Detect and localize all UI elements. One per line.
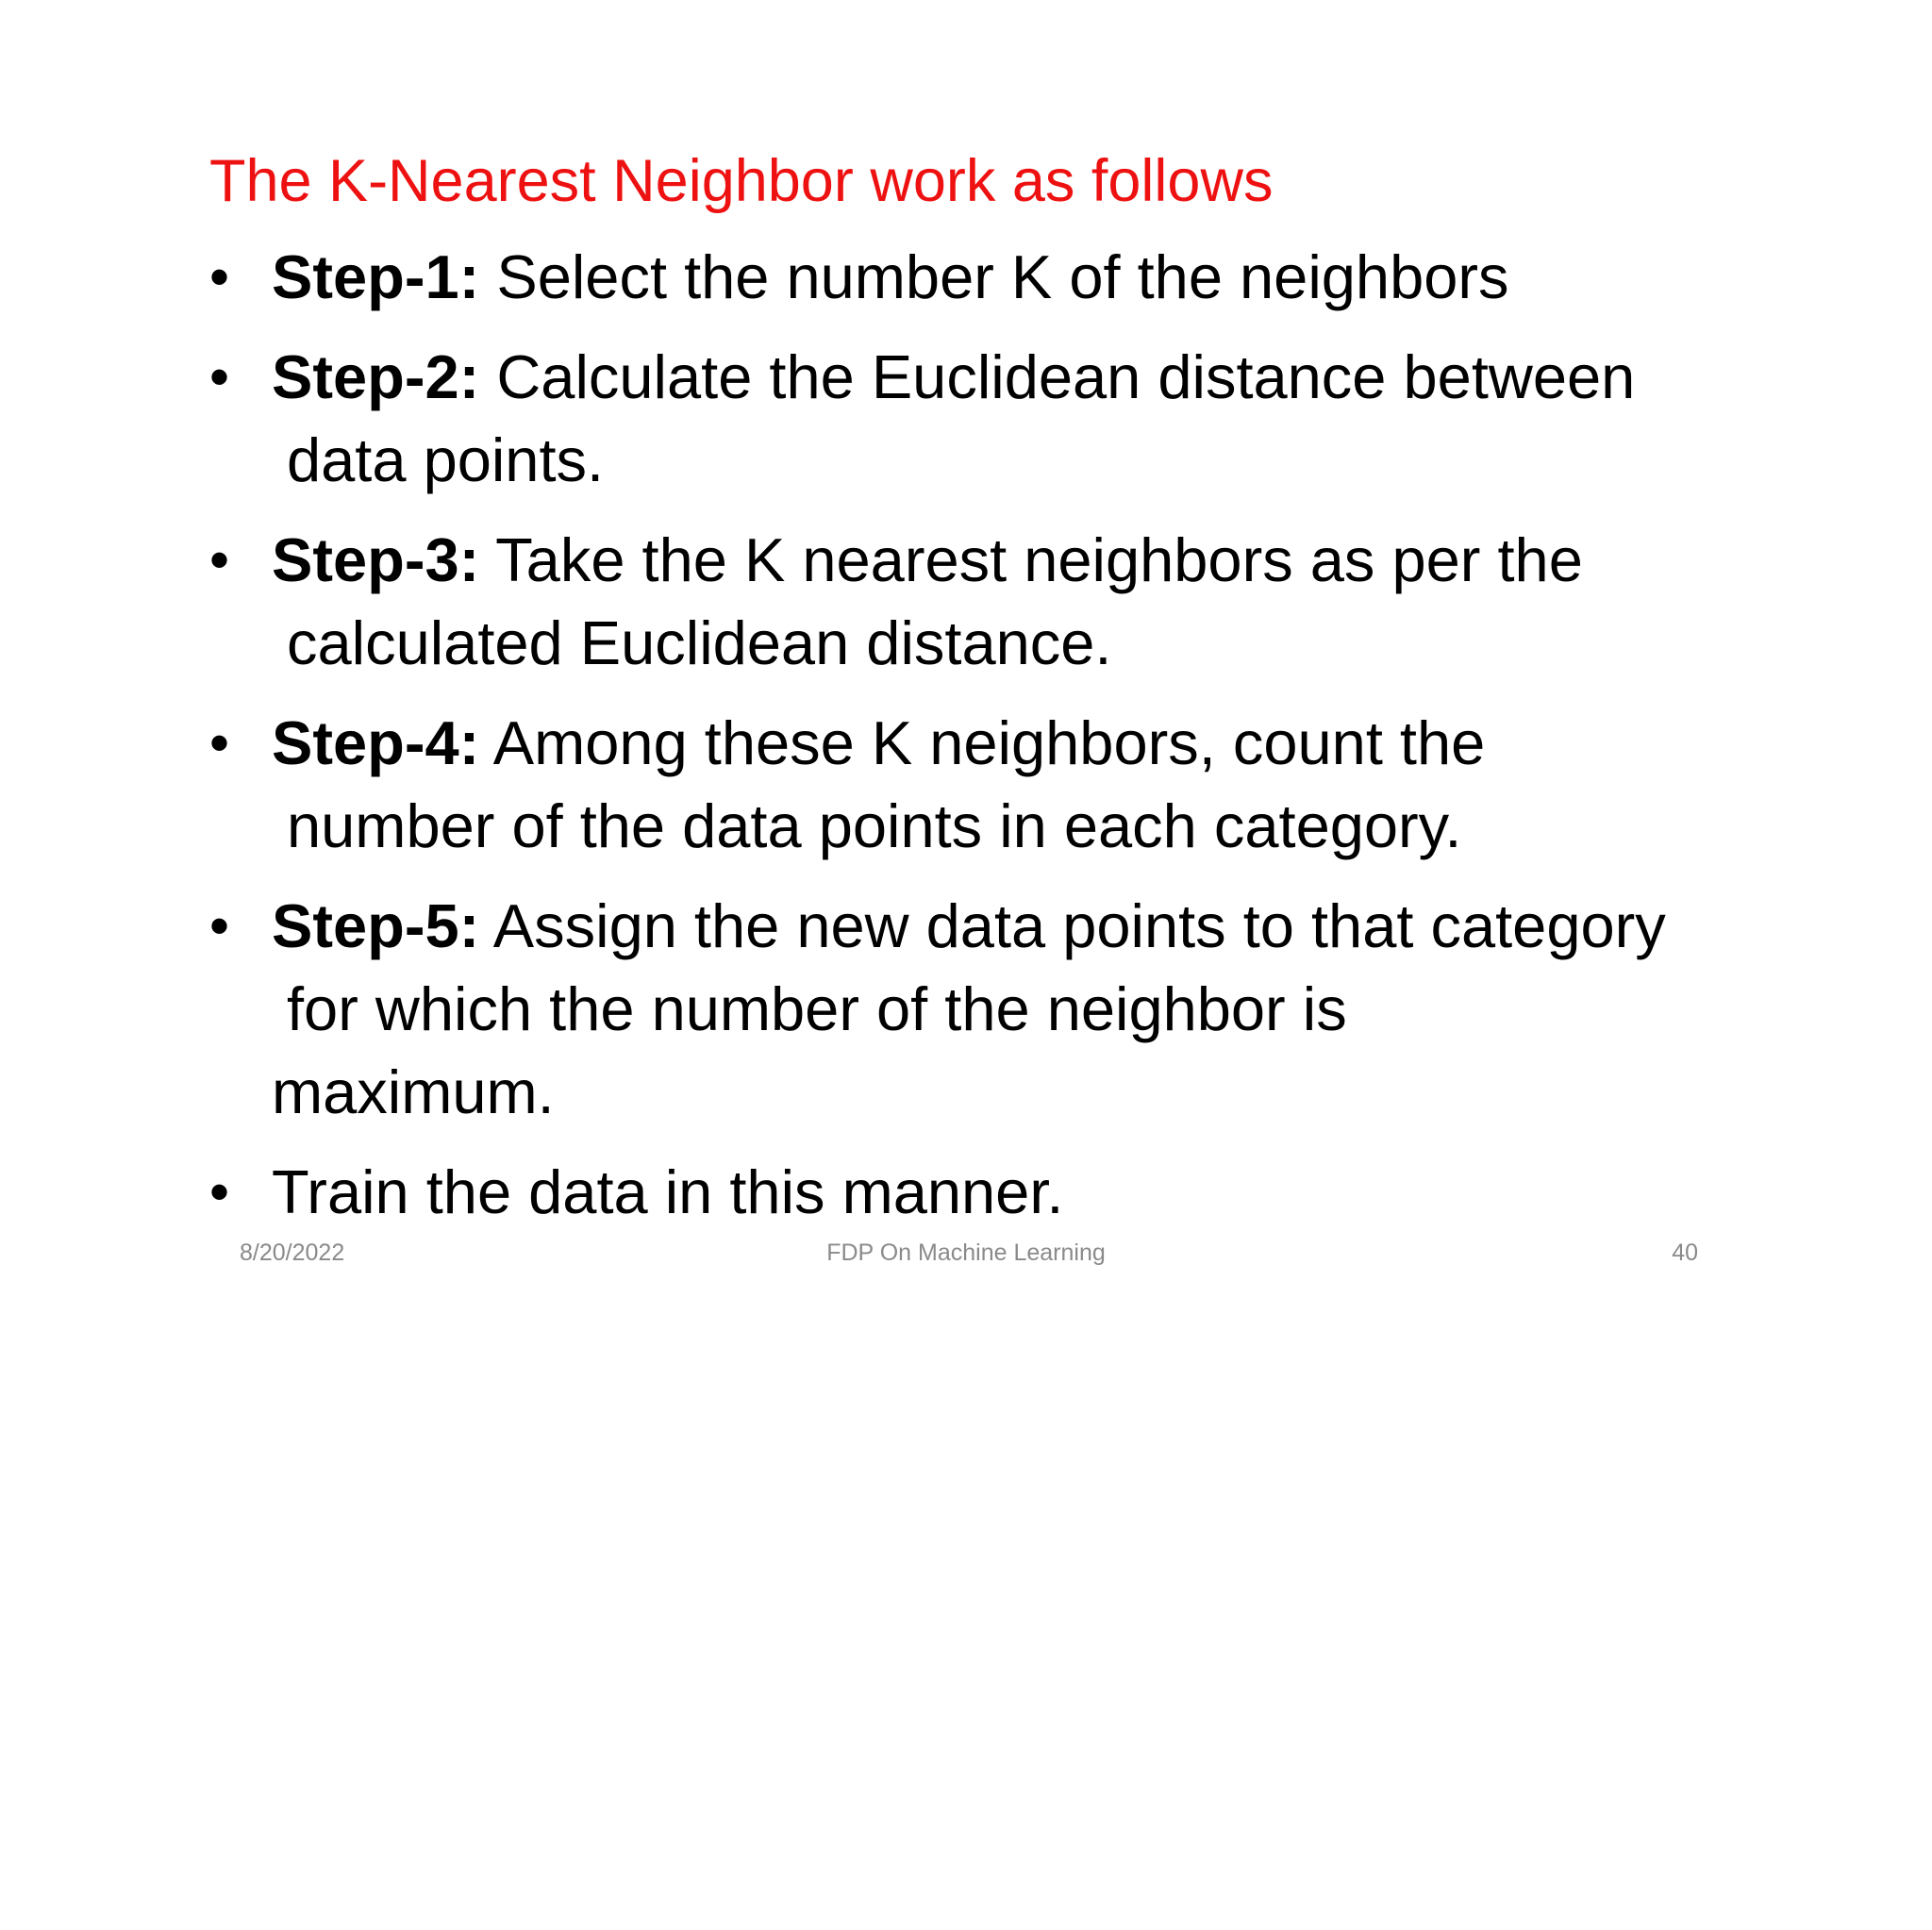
step-text-continuation: data points. bbox=[287, 425, 605, 494]
step-text-continuation-2: maximum. bbox=[272, 1057, 555, 1126]
bullet-step-2 bbox=[209, 336, 1757, 502]
bullet-icon: • bbox=[209, 245, 230, 308]
bullet-step-1 bbox=[209, 236, 1757, 319]
bullet-icon: • bbox=[209, 345, 230, 408]
step-label: Step-1: bbox=[272, 242, 480, 311]
step-text: Select the number K of the neighbors bbox=[479, 242, 1509, 311]
step-label: Step-2: bbox=[272, 342, 480, 411]
bullet-step-5 bbox=[209, 885, 1757, 1134]
step-text: Train the data in this manner. bbox=[272, 1157, 1064, 1226]
step-text: Calculate the Euclidean distance between bbox=[479, 342, 1636, 411]
footer-page-number: 40 bbox=[1672, 1240, 1698, 1266]
step-text: Take the K nearest neighbors as per the bbox=[479, 525, 1583, 594]
step-text: Assign the new data points to that category bbox=[479, 891, 1666, 960]
bullet-list bbox=[209, 236, 1757, 1251]
step-label: Step-3: bbox=[272, 525, 480, 594]
step-text-continuation: calculated Euclidean distance. bbox=[287, 608, 1112, 677]
step-text: Among these K neighbors, count the bbox=[479, 708, 1486, 777]
bullet-icon: • bbox=[209, 528, 230, 591]
slide-title: The K-Nearest Neighbor work as follows bbox=[209, 148, 1274, 214]
footer-date: 8/20/2022 bbox=[240, 1240, 345, 1266]
bullet-icon: • bbox=[209, 711, 230, 774]
bullet-step-3 bbox=[209, 519, 1757, 685]
step-label: Step-5: bbox=[272, 891, 480, 960]
step-label: Step-4: bbox=[272, 708, 480, 777]
bullet-icon: • bbox=[209, 894, 230, 957]
step-text-continuation: for which the number of the neighbor is bbox=[287, 974, 1347, 1043]
bullet-icon: • bbox=[209, 1160, 230, 1223]
footer-title: FDP On Machine Learning bbox=[826, 1240, 1106, 1266]
step-text-continuation: number of the data points in each category. bbox=[287, 791, 1462, 860]
bullet-train bbox=[209, 1151, 1757, 1234]
bullet-step-4 bbox=[209, 702, 1757, 868]
